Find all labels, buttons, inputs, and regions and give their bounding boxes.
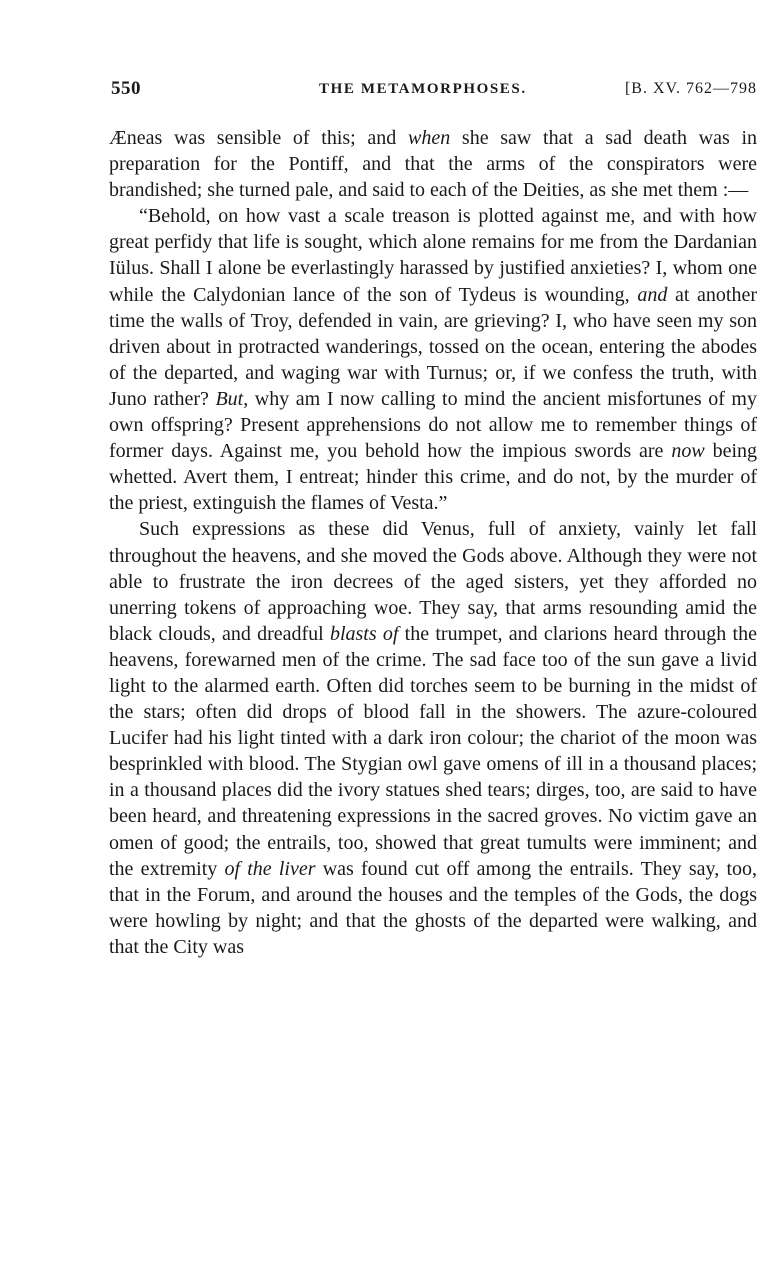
text-run: was found cut off among the entrails. They say, too, that in the Forum, and around the houses and the temples of the Gods, the dogs were howling by night; and that the ghosts of the departed were walking, and that the City was <box>109 857 757 958</box>
paragraph <box>109 516 757 960</box>
text-run: why am I now calling to mind the ancient misfortunes of my own offspring? Present apprehensions do not allow me to remember things of former days. Against me, you behold how the impious swords are <box>109 387 757 463</box>
italic-text: But, <box>215 387 249 410</box>
text-run: Æneas was sensible of this; and <box>109 127 408 149</box>
italic-text: and <box>637 283 668 306</box>
page-number: 550 <box>111 78 141 99</box>
text-run: at another time the walls of Troy, defended in vain, are grieving? I, who have seen my son driven about in protracted wanderings, tossed on the ocean, entering the abodes of the departed, and waging war with Turnus; or, if we confess the truth, with Juno rather? <box>109 283 757 410</box>
page-header <box>111 78 757 102</box>
line-reference: [B. XV. 762—798 <box>624 80 757 97</box>
italic-text: blasts of <box>329 622 399 645</box>
running-title: THE METAMORPHOSES. <box>319 81 527 97</box>
text-run: the trumpet, and clarions heard through the heavens, forewarned men of the crime. The sad face too of the sun gave a livid light to the alarmed earth. Often did torches seem to be burning in the midst of the stars; often did drops of blood fall in the showers. The azure-coloured Lucifer had his light tinted with a dark iron colour; the chariot of the moon was besprinkled with blood. The Stygian owl gave omens of ill in a thousand places; in a thousand places did the ivory statues shed tears; dirges, too, are said to have been heard, and threatening expressions in the sacred groves. No victim gave an omen of good; the entrails, too, showed that great tumults were imminent; and the extremity <box>109 622 757 880</box>
text-run: she saw that a sad death was in preparation for the Pontiff, and that the arms of the conspirators were brandished; she turned pale, and said to each of the Deities, as she met them :— <box>109 127 757 202</box>
italic-text: when <box>408 127 451 149</box>
paragraph <box>109 203 757 516</box>
text-run: Such expressions as these did Venus, full of anxiety, vainly let fall throughout the heavens, and she moved the Gods above. Although they were not able to frustrate the iron decrees of the aged sisters, yet they afforded no unerring tokens of approaching woe. They say, that arms resounding amid the black clouds, and dreadful <box>109 518 757 645</box>
italic-text: now <box>671 440 705 463</box>
body-text <box>109 125 757 960</box>
text-run: being whetted. Avert them, I entreat; hinder this crime, and do not, by the murder of the priest, extinguish the flames of Vesta.” <box>109 440 758 515</box>
paragraph <box>109 125 757 203</box>
text-run: “Behold, on how vast a scale treason is plotted against me, and with how great perfidy that life is sought, which alone remains for me from the Dardanian Iülus. Shall I alone be everlastingly harassed by justified anxieties? I, whom one while the Calydonian lance of the son of Tydeus is wounding, <box>109 205 757 306</box>
italic-text: of the liver <box>224 857 316 880</box>
